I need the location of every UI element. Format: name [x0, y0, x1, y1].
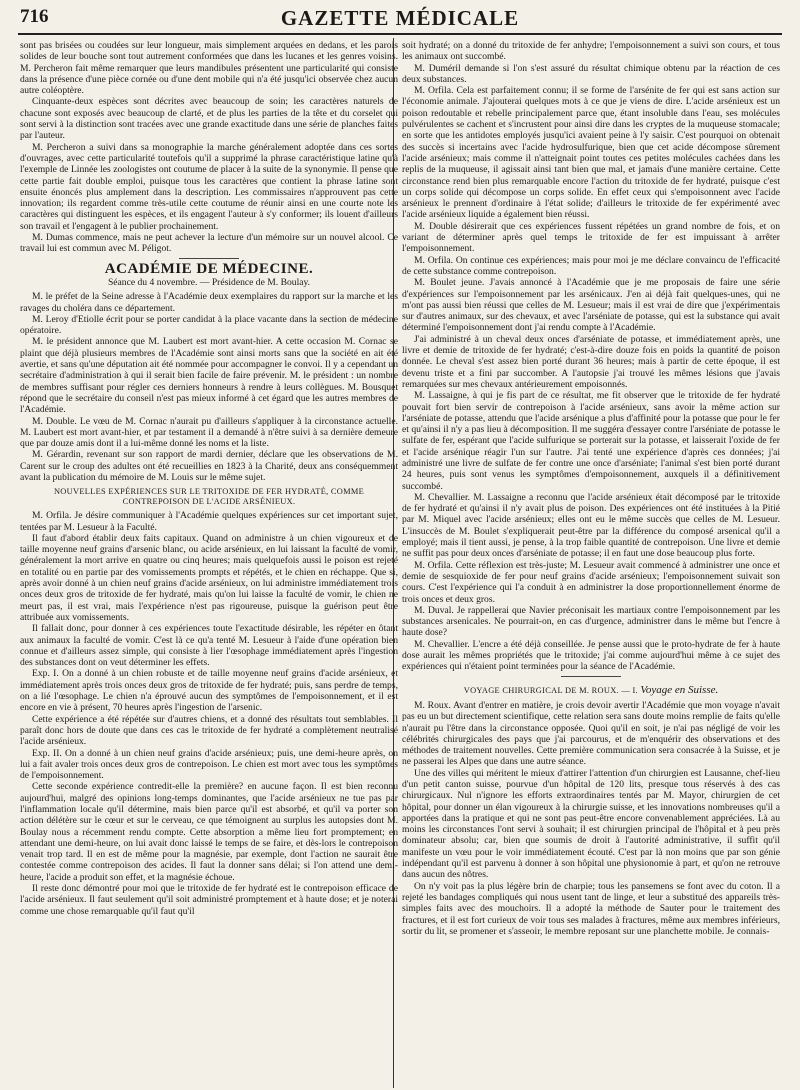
paragraph: Il reste donc démontré pour moi que le tritoxide de fer hydraté est le contrepoison efficace de l'acide arsénieux. Il faut seulement qu'il soit administré promptement et à haute dose; et je noterai comme une chose remarquable qu'il faut qu'il — [20, 883, 398, 917]
right-column — [402, 40, 780, 1086]
paragraph: M. Chevallier. M. Lassaigne a reconnu que l'acide arsénieux était décomposé par le tritoxide de fer hydraté et qu'ainsi il n'y avait plus de poison. Des expériences ont été instituées à la Pitié par M. Miquel avec l'acide arsénieux; elles ont eu le même succès que celles de M. Lesueur. L'insuccès de M. Boulet s'expliquerait peut-être par la différence du composé arsenical qu'il a employé; mais il tient aussi, je pense, à la trop faible quantité de contrepoison. Une livre et demie ne suffit pas pour deux onces d'arséniate de potasse; il en faut une dose beaucoup plus forte. — [402, 491, 780, 560]
paragraph: M. Duval. Je rappellerai que Navier préconisait les martiaux contre l'empoisonnement par les substances arsenicales. Ne pourrait-on, en cas d'urgence, administrer dans le même but l'encre à haute dose? — [402, 604, 780, 639]
paragraph: M. le préfet de la Seine adresse à l'Académie deux exemplaires du rapport sur la marche et les ravages du choléra dans ce département. — [20, 291, 398, 314]
paragraph: M. le président annonce que M. Laubert est mort avant-hier. A cette occasion M. Cornac se plaint que déjà plusieurs membres de l'Académie sont ainsi morts sans que la société en ait été avertie, et sans qu'une députation ait été nommée pour accompagner le convoi. Il y a cependant un secrétaire d'administration à qui il serait bien facile de faire prévenir. M. le président : un nombre de membres suffisant pour régler ces derniers honneurs à rendre à leurs collègues. M. Bousquet répond que le secrétaire du conseil n'est pas mieux informé à cet égard que les autres membres de l'Académie. — [20, 336, 398, 416]
paragraph: M. Roux. Avant d'entrer en matière, je crois devoir avertir l'Académie que mon voyage n'avait pas eu un but directement scientifique, cette relation sera sans doute moins remplie de faits qu'elle n'aurait pu l'être dans la circonstance opposée. Quoi qu'il en soit, je n'ai pas négligé de voir les célébrités chirurgicales des pays que j'ai parcourus, et de m'enquérir des observations et des méthodes de traitement nouvelles. Cette première communication sera consacrée à la Suisse, et je ne passerai les Alpes que dans une autre séance. — [402, 699, 780, 768]
paragraph: M. Double désirerait que ces expériences fussent répétées un grand nombre de fois, et on variant de déterminer après quel temps le tritoxide de fer est impuissant à arrêter l'empoisonnement. — [402, 220, 780, 255]
paragraph: M. Dumas commence, mais ne peut achever la lecture d'un mémoire sur un nouvel alcool. Ce travail lui est commun avec M. Péligot. — [20, 232, 398, 255]
journal-title: GAZETTE MÉDICALE — [280, 6, 520, 30]
header-rule — [18, 33, 782, 35]
paragraph: M. Orfila. On continue ces expériences; mais pour moi je me déclare convaincu de l'efficacité de cette substance comme contrepoison. — [402, 254, 780, 277]
paragraph: M. Orfila. Cette réflexion est très-juste; M. Lesueur avait commencé à administrer une once et demie de sesquioxide de fer pour neuf grains d'acide arsénieux; l'empoisonnement suivait son cours. C'est l'expérience qui l'a conduit à en administrer la dose proportionnellement énorme de trois onces et deux gros. — [402, 559, 780, 605]
paragraph: Il faut d'abord établir deux faits capitaux. Quand on administre à un chien vigoureux et de taille moyenne neuf grains d'arsenic blanc, ou acide arsénieux, en lui laissant la faculté de vomir, généralement la mort arrive en quatre ou cinq heures; mais quelquefois aussi le poison est rejeté en totalité ou en partie par des vomissements prompts et répétés, et le chien en réchappe. Que si, après avoir donné à un chien neuf grains d'acide arsénieux, on lui administre immédiatement trois onces deux gros de tritoxide de fer hydraté, mais qu'on lui laisse la faculté de vomir, le chien ne meurt pas, il est vrai, mais l'expérience n'est pas rigoureuse, puisque la guérison peut être attribuée aux vomissements. — [20, 532, 398, 623]
paragraph: M. Leroy d'Etiolle écrit pour se porter candidat à la place vacante dans la section de médecine opératoire. — [20, 313, 398, 337]
paragraph: M. Lassaigne, à qui je fis part de ce résultat, me fit observer que le tritoxide de fer hydraté pouvait fort bien servir de contrepoison à l'acide arsénieux, sans avoir la même action sur l'arséniate de potasse, attendu que l'acide arsénique a plus d'affinité pour la potasse que pour le fer et qu'ainsi il n'y a pas lieu à décomposition. Il me suggéra d'essayer contre l'arséniate de potasse le sulfate de fer, espérant que l'acide sulfurique se porterait sur la potasse, et laisserait l'oxide de fer et l'acide arsénique réagir l'un sur l'autre. J'ai tenté une expérience d'après ces données; j'ai administré une livre de sulfate de fer contre une once d'arséniate; l'animal s'est bien porté durant 24 heures, puis sont venus les symptômes d'empoisonnement, auxquels il a définitivement succombé. — [402, 390, 780, 492]
page-number: 716 — [20, 6, 49, 27]
paragraph: M. Gérardin, revenant sur son rapport de mardi dernier, déclare que les observations de M. Carent sur le croup des adultes ont été recueillies en 1823 à la Charité, deux ans conséquemment avant la publication du mémoire de M. Louis sur le même sujet. — [20, 449, 398, 483]
paragraph: Exp. I. On a donné à un chien robuste et de taille moyenne neuf grains d'acide arsénieux, et immédiatement après trois onces deux gros de tritoxide de fer hydraté; puis, sans perdre de temps, on a lié l'œsophage. Le chien n'a éprouvé aucun des symptômes de l'empoisonnement, et il est encore en vie à présent, 70 heures après l'ingestion de l'arsenic. — [20, 668, 398, 714]
paragraph: On n'y voit pas la plus légère brin de charpie; tous les pansemens se font avec du coton. Il a rejeté les bandages compliqués qui nous usent tant de linge, et leur a substitué des appareils très-simples faits avec des mouchoirs. Il a adopté la méthode de Sauter pour le traitement des fractures, et il est fort curieux de voir tous ses malades à fractures, même aux membres inférieurs, sortir du lit, se promener et s'asseoir, le membre reposant sur une planchette mobile. Je connais- — [402, 880, 780, 937]
paragraph: J'ai administré à un cheval deux onces d'arséniate de potasse, et immédiatement après, une livre et demie de tritoxide de fer hydraté; c'est-à-dire douze fois en poids la quantité de poison donnée. Le cheval s'est assez bien porté durant 36 heures; mais à partir de cette époque, il est devenu triste et a fini par succomber. A l'autopsie j'ai trouvé les mêmes lésions que j'avais remarquées sur mes chevaux antérieurement empoisonnés. — [402, 333, 780, 390]
article-heading: NOUVELLES EXPÉRIENCES SUR LE TRITOXIDE DE FER HYDRATÉ, COMME CONTREPOISON DE L'ACIDE ARSÉNIEUX. — [53, 487, 365, 507]
section-title: ACADÉMIE DE MÉDECINE. — [104, 260, 314, 277]
paragraph: M. Boulet jeune. J'avais annoncé à l'Académie que je me proposais de faire une série d'expériences sur l'empoisonnement par les arsénicaux. J'en ai déjà fait quelques-unes, qui ne m'ont pas aussi bien réussi que celles de M. Lesueur; mais il est vrai de dire que j'expérimentais sur d'autres animaux, sur des chevaux, et avec l'arséniate de potasse, qui est la substance qui avait déterminé l'empoisonnement dont j'ai rendu compte à l'Académie. — [402, 277, 780, 334]
paragraph: M. Orfila. Cela est parfaitement connu; il se forme de l'arsénite de fer qui est sans action sur l'économie animale. J'ajouterai quelques mots à ce que je viens de dire. L'acide arsénieux est un poison redoutable et rebelle principalement parce que, étant insoluble dans l'eau, ses molécules pulvérulentes se cachent et s'incrustent pour ainsi dire dans les cryptes de la muqueuse stomacale; en sorte que les antidotes employés jusqu'ici avaient peine à l'y saisir. C'est pourquoi on obtenait des succès si incertains avec l'acide hydrosulfurique, bien que cet acide décompose sûrement l'acide arsénieux; mais comme il n'atteignait point toutes ces petites molécules cachées dans les replis de la muqueuse, il agissait ainsi tant bien que mal, et jamais d'une manière certaine. Cette circonstance rend bien plus remarquable encore l'action du tritoxide de fer hydraté, puisque c'est un corps solide qui décompose un corps solide. En effet ceux qui s'empoisonnent avec l'acide arsénieux le prennent d'ordinaire à l'état solide; d'ailleurs le tritoxide de fer expérimenté avec l'acide arsénieux liquide a également bien réussi. — [402, 85, 780, 221]
paragraph: Cette seconde expérience contredit-elle la première? en aucune façon. Il est bien reconnu aujourd'hui, malgré des opinions long-temps dominantes, que l'acide arsénieux ne tue pas par l'inflammation locale qu'il détermine, mais bien parce qu'il est absorbé, et qu'il va porter son action délétère sur le cœur et sur le cerveau, ce que témoignent au surplus les autopsies dont M. Boulay nous a récemment rendu compte. Cette absorption a même lieu fort promptement; en attendant une demi-heure, on lui avait donc laissé le temps de se faire, et dès-lors le contrepoison venait trop tard. Il en est de même pour la magnésie, par exemple, dont l'action ne saurait être contestée comme contrepoison des acides. Il faut la donner sans délai; si l'on attend une demi-heure, l'acide a produit son effet, et la magnésie échoue. — [20, 781, 398, 883]
paragraph: Une des villes qui méritent le mieux d'attirer l'attention d'un chirurgien est Lausanne, chef-lieu d'un petit canton suisse, pourvue d'un hôpital de 120 lits, presque tous réservés à des cas chirurgicaux. Nul n'ignore les efforts extraordinaires tentés par M. Mayor, chirurgien de cet hôpital, pour donner un élan vigoureux à la chirurgie suisse, et les innovations nombreuses qu'il a apportées dans la pratique et qui ne sont pas peut-être encore convenablement appréciées. Là au moins les circonstances l'ont servi à souhait; il est chirurgien principal de l'hôpital et à peu près dominateur absolu; car, bien que soumis de droit à l'autorité administrative, il suffit qu'il manifeste un vœu pour le voir immédiatement écouté. C'est par là non moins que par son génie indépendant qu'il est parvenu à donner à son hôpital une physionomie à part, et qu'on ne retrouve dans aucun des nôtres. — [402, 767, 780, 881]
paragraph: M. Double. Le vœu de M. Cornac n'aurait pu d'ailleurs s'appliquer à la circonstance actuelle. M. Laubert est mort avant-hier, et par testament il a demandé à n'être suivi à sa dernière demeure que par douze amis dont il a lui-même donné les noms et la liste. — [20, 415, 398, 450]
separator — [561, 676, 621, 677]
paragraph: Exp. II. On a donné à un chien neuf grains d'acide arsénieux; puis, une demi-heure après, on lui a fait avaler trois onces deux gros de contrepoison. Le chien est mort avec tous les symptômes de l'empoisonnement. — [20, 747, 398, 782]
page-header — [18, 6, 782, 30]
session-line: Séance du 4 novembre. — Présidence de M. Boulay. — [107, 276, 311, 288]
left-column — [20, 40, 398, 1086]
article-heading-italic: Voyage en Suisse. — [640, 683, 719, 696]
paragraph: M. Duméril demande si l'on s'est assuré du résultat chimique obtenu par la réaction de ces deux substances. — [402, 62, 780, 85]
paragraph: M. Orfila. Je désire communiquer à l'Académie quelques expériences sur cet important sujet, tentées par M. Lesueur à la Faculté. — [20, 510, 398, 533]
paragraph: sont pas brisées ou coudées sur leur longueur, mais simplement arquées en dedans, et les parois solides de leur bouche sont tout autrement conformées que dans les lucanes et les genres voisins. M. Percheron fait même remarquer que leurs mandibules présentent une particularité qui consiste dans la présence d'une pièce cornée ou d'une dent mobile qui n'a été jusqu'ici observée chez aucun autre coléoptère. — [20, 40, 398, 97]
paragraph: M. Percheron a suivi dans sa monographie la marche généralement adoptée dans ces sortes d'ouvrages, avec cette particularité toutefois qu'il a supprimé la phrase caractéristique latine qu'à l'exemple de Linnée les zoologistes ont coutume de placer à la suite de la synonymie. Il pense que cette partie fait double emploi, puisque tous les caractères que contient la phrase latine sont ensuite énoncés plus amplement dans la description. Les commissaires n'approuvent pas cette innovation; ils regardent comme très-utile cette coutume de réunir ainsi en une courte note les caractères qui distinguent les espèces, et ils engagent l'auteur à s'y conformer; ils louent d'ailleurs son travail et l'engagent à le publier prochainement. — [20, 141, 398, 232]
article-heading — [402, 685, 780, 696]
separator — [179, 258, 239, 259]
paragraph: M. Chevallier. L'encre a été déjà conseillée. Je pense aussi que le proto-hydrate de fer à haute dose aurait les mêmes propriétés que le tritoxide; j'ai comme aujourd'hui même à ce sujet des expériences qui n'étaient point terminées pour la séance de l'Académie. — [402, 638, 780, 673]
paragraph: Il fallait donc, pour donner à ces expériences toute l'exactitude désirable, les répéter en ôtant aux animaux la faculté de vomir. C'est là ce qu'a tenté M. Lesueur à l'aide d'une opération bien connue et d'ailleurs assez simple, qui consiste à lier l'œsophage immédiatement après l'ingestion des substances dont on veut déterminer les effets. — [20, 623, 398, 669]
paragraph: soit hydraté; on a donné du tritoxide de fer anhydre; l'empoisonnement a suivi son cours, et tous les animaux ont succombé. — [402, 40, 780, 63]
paragraph: Cette expérience a été répétée sur d'autres chiens, et a donné des résultats tout semblables. Il paraît donc hors de doute que dans ces cas le tritoxide de fer hydraté a complètement neutralisé l'acide arsénieux. — [20, 713, 398, 748]
article-heading-small: VOYAGE CHIRURGICAL DE M. ROUX. — I. — [463, 685, 638, 695]
paragraph: Cinquante-deux espèces sont décrites avec beaucoup de soin; les caractères naturels de chacune sont exposés avec beaucoup de clarté, et de plus les parties de la tête et du corselet qui sont servi à la distinction sont tracées avec une grande exactitude dans une série de planches faites par l'auteur. — [20, 96, 398, 142]
